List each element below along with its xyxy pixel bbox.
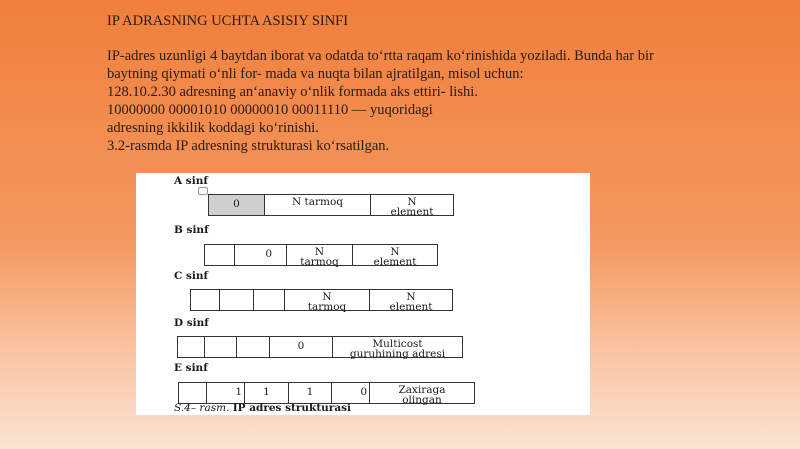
class-d-cell xyxy=(205,337,237,357)
class-b-cell: N tarmoq xyxy=(287,245,353,265)
page-title: IP ADRASNING UCHTA ASISIY SINFI xyxy=(107,13,349,29)
class-d-cell xyxy=(237,337,270,357)
class-e-cell: 1 xyxy=(207,383,245,403)
class-c-cell xyxy=(191,290,220,310)
class-d-cell xyxy=(178,337,205,357)
class-b-cell: N element xyxy=(373,246,417,268)
class-a-row xyxy=(208,194,454,216)
class-e-cell: 1 xyxy=(245,383,289,403)
class-e-label: E sinf xyxy=(174,362,208,374)
class-e-cell xyxy=(179,383,207,403)
class-d-row xyxy=(177,336,463,358)
class-b-row xyxy=(204,244,438,266)
paragraph-line: 128.10.2.30 adresning an‘anaviy o‘nlik formada aks ettiri- lishi. xyxy=(107,84,478,100)
class-c-label: C sinf xyxy=(174,270,209,282)
class-c-cell xyxy=(220,290,254,310)
class-c-row xyxy=(190,289,453,311)
paragraph-line: 3.2-rasmda IP adresning strukturasi ko‘rsatilgan. xyxy=(107,138,390,154)
class-b-cell: 0 xyxy=(235,245,287,265)
class-c-cell: N tarmoq xyxy=(285,290,370,310)
class-a-cell: 0 xyxy=(209,195,265,215)
class-c-cell: N element xyxy=(389,291,433,313)
ip-structure-figure xyxy=(136,173,590,415)
figure-caption xyxy=(174,402,351,414)
class-e-cell: Zaxiraga olingan xyxy=(398,384,446,406)
class-d-cell: 0 xyxy=(270,337,333,357)
paragraph-line: IP-adres uzunligi 4 baytdan iborat va odatda to‘rtta raqam ko‘rinishida yoziladi. Bunda har bir xyxy=(107,48,654,64)
class-a-label: A sinf xyxy=(174,175,208,187)
class-b-label: B sinf xyxy=(174,224,209,236)
class-e-row xyxy=(178,382,475,404)
cursor-mark xyxy=(198,187,208,195)
class-b-cell xyxy=(205,245,235,265)
class-a-cell: N tarmoq xyxy=(265,195,371,215)
class-c-cell xyxy=(254,290,285,310)
paragraph-line: adresning ikkilik koddagi ko‘rinishi. xyxy=(107,120,319,136)
paragraph-line: baytning qiymati o‘nli for- mada va nuqta bilan ajratilgan, misol uchun: xyxy=(107,66,524,82)
class-e-cell: 1 xyxy=(289,383,332,403)
class-a-cell: N element xyxy=(390,196,434,218)
caption-number: S.4– rasm. xyxy=(174,402,230,414)
class-d-label: D sinf xyxy=(174,317,209,329)
paragraph-line: 10000000 00001010 00000010 00011110 — yuqoridagi xyxy=(107,102,433,118)
class-d-cell: Multicost guruhining adresi xyxy=(349,338,446,360)
class-e-cell: 0 xyxy=(332,383,370,403)
text-block xyxy=(107,12,767,155)
caption-title: IP adres strukturasi xyxy=(232,402,352,414)
